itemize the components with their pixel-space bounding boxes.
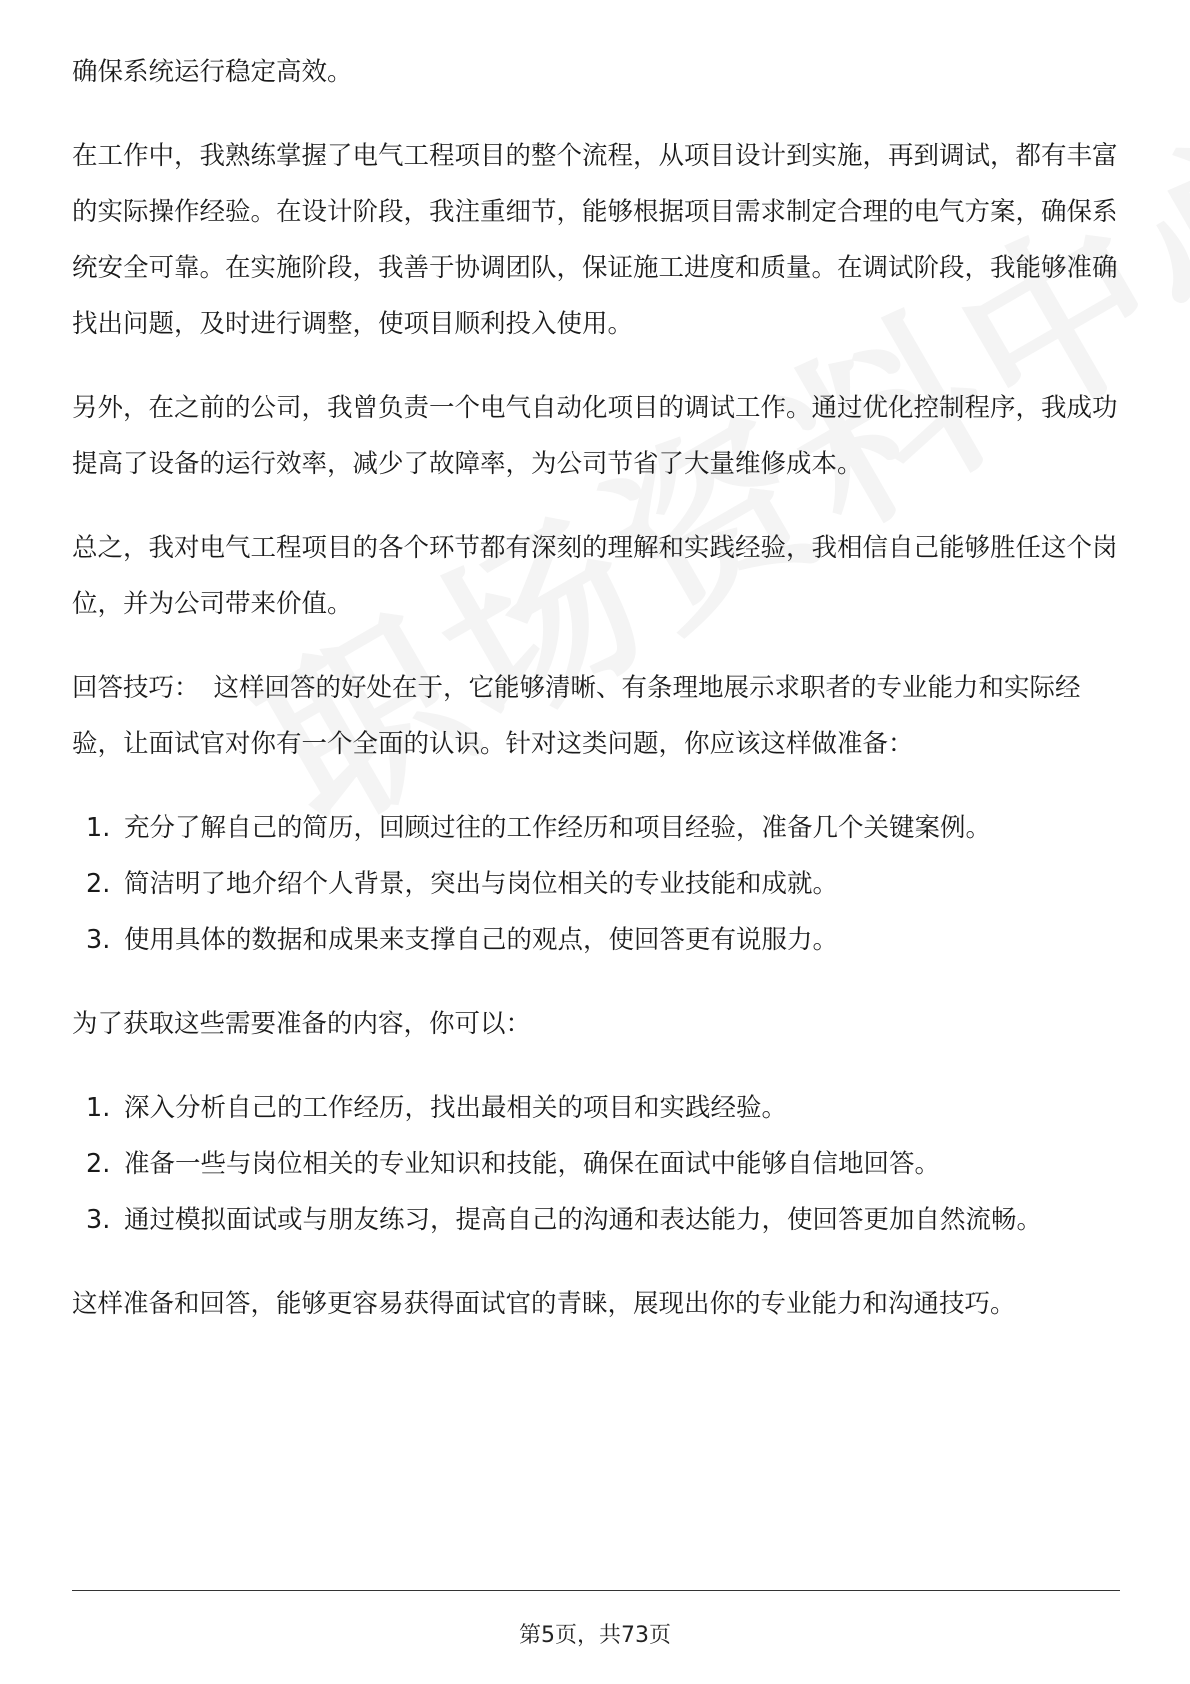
paragraph-2: 在工作中，我熟练掌握了电气工程项目的整个流程，从项目设计到实施，再到调试，都有丰富的实际操作经验。在设计阶段，我注重细节，能够根据项目需求制定合理的电气方案，确保系统安全可靠。在实施阶段，我善于协调团队，保证施工进度和质量。在调试阶段，我能够准确找出问题，及时进行调整，使项目顺利投入使用。: [72, 141, 1118, 339]
closing-paragraph: 这样准备和回答，能够更容易获得面试官的青睐，展现出你的专业能力和沟通技巧。: [72, 1289, 1016, 1319]
list-item-text: 充分了解自己的简历，回顾过往的工作经历和项目经验，准备几个关键案例。: [124, 813, 992, 843]
list-item: [72, 1080, 1120, 1136]
list-item-number: 2.: [86, 1149, 111, 1179]
list-item-number: 3.: [86, 1205, 111, 1235]
list-item-number: 2.: [86, 869, 111, 899]
paragraph-1: 确保系统运行稳定高效。: [72, 57, 353, 87]
list-item-text: 深入分析自己的工作经历，找出最相关的项目和实践经验。: [124, 1093, 788, 1123]
paragraph-3: 另外，在之前的公司，我曾负责一个电气自动化项目的调试工作。通过优化控制程序，我成功提高了设备的运行效率，减少了故障率，为公司节省了大量维修成本。: [72, 393, 1118, 479]
prep-intro-paragraph: 为了获取这些需要准备的内容，你可以：: [72, 1009, 532, 1039]
list-item-number: 1.: [86, 1093, 111, 1123]
list-item-text: 通过模拟面试或与朋友练习，提高自己的沟通和表达能力，使回答更加自然流畅。: [124, 1205, 1043, 1235]
answer-tips-label: 回答技巧：: [72, 673, 200, 703]
footer-divider: [72, 1590, 1120, 1591]
acquisition-list: [72, 1080, 1120, 1248]
list-item: [72, 856, 1120, 912]
answer-tips-paragraph: [72, 660, 1120, 772]
list-item-text: 准备一些与岗位相关的专业知识和技能，确保在面试中能够自信地回答。: [124, 1149, 941, 1179]
paragraph-4: 总之，我对电气工程项目的各个环节都有深刻的理解和实践经验，我相信自己能够胜任这个岗位，并为公司带来价值。: [72, 533, 1118, 619]
list-item-text: 简洁明了地介绍个人背景，突出与岗位相关的专业技能和成就。: [124, 869, 839, 899]
list-item: [72, 1192, 1120, 1248]
preparation-list: [72, 800, 1120, 968]
list-item-number: 1.: [86, 813, 111, 843]
list-item: [72, 912, 1120, 968]
list-item: [72, 1136, 1120, 1192]
answer-tips-text: 这样回答的好处在于，它能够清晰、有条理地展示求职者的专业能力和实际经验，让面试官对你有一个全面的认识。针对这类问题，你应该这样做准备：: [72, 673, 1081, 759]
list-item: [72, 800, 1120, 856]
list-item-text: 使用具体的数据和成果来支撑自己的观点，使回答更有说服力。: [124, 925, 839, 955]
page-number: 第5页，共73页: [519, 1623, 671, 1648]
list-item-number: 3.: [86, 925, 111, 955]
document-body: [72, 44, 1120, 1332]
